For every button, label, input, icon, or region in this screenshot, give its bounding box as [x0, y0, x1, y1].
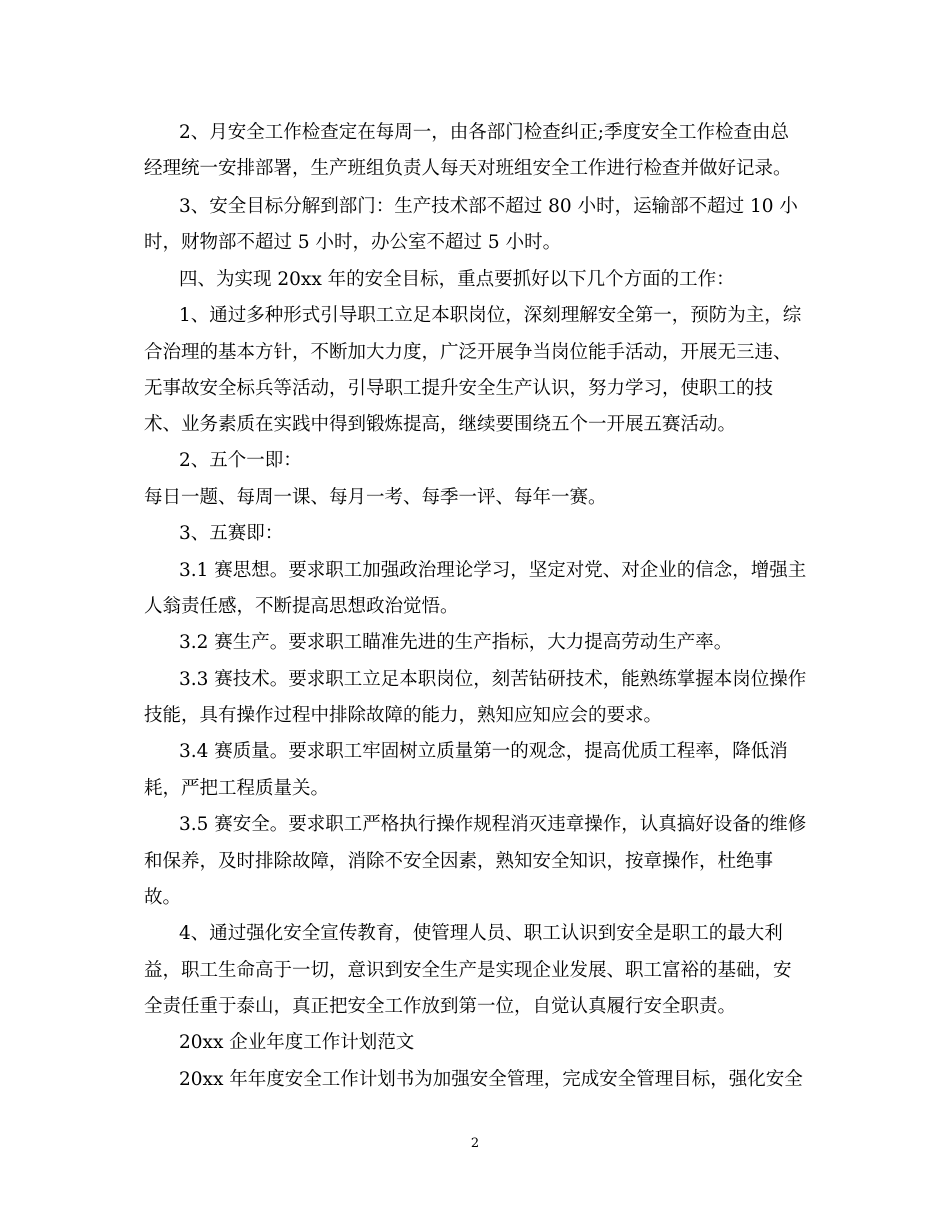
text-line: 2、五个一即：: [179, 450, 302, 471]
text-line: 3.5 赛安全。要求职工严格执行操作规程消灭违章操作，认真搞好设备的维修: [179, 814, 807, 835]
text-line: 1、通过多种形式引导职工立足本职岗位，深刻理解安全第一，预防为主，综: [179, 305, 802, 326]
page-number: 2: [470, 1136, 480, 1151]
text-line: 和保养，及时排除故障，消除不安全因素，熟知安全知识，按章操作，杜绝事: [144, 851, 774, 872]
text-line: 20xx 年年度安全工作计划书为加强安全管理，完成安全管理目标，强化安全: [179, 1069, 803, 1090]
text-line: 每日一题、每周一课、每月一考、每季一评、每年一赛。: [144, 487, 607, 508]
text-line: 无事故安全标兵等活动，引导职工提升安全生产认识，努力学习，使职工的技: [144, 378, 774, 399]
text-line: 2、月安全工作检查定在每周一，由各部门检查纠正;季度安全工作检查由总: [179, 122, 790, 143]
text-line: 耗，严把工程质量关。: [144, 778, 330, 799]
text-line: 4、通过强化安全宣传教育，使管理人员、职工认识到安全是职工的最大利: [179, 923, 783, 944]
text-line: 术、业务素质在实践中得到锻炼提高，继续要围绕五个一开展五赛活动。: [144, 414, 737, 435]
text-line: 经理统一安排部署，生产班组负责人每天对班组安全工作进行检查并做好记录。: [144, 158, 792, 179]
text-line: 全责任重于泰山，真正把安全工作放到第一位，自觉认真履行安全职责。: [144, 996, 737, 1017]
text-line: 合治理的基本方针，不断加大力度，广泛开展争当岗位能手活动，开展无三违、: [144, 342, 792, 363]
text-line: 技能，具有操作过程中排除故障的能力，熟知应知应会的要求。: [144, 705, 663, 726]
text-line: 3.4 赛质量。要求职工牢固树立质量第一的观念，提高优质工程率，降低消: [179, 741, 788, 762]
text-line: 3、安全目标分解到部门：生产技术部不超过 80 小时，运输部不超过 10 小: [179, 196, 798, 217]
text-line: 3、五赛即：: [179, 523, 284, 544]
text-line: 3.3 赛技术。要求职工立足本职岗位，刻苦钻研技术，能熟练掌握本岗位操作: [179, 669, 807, 690]
text-line: 时，财物部不超过 5 小时，办公室不超过 5 小时。: [144, 232, 562, 253]
text-line: 益，职工生命高于一切，意识到安全生产是实现企业发展、职工富裕的基础，安: [144, 960, 792, 981]
text-line: 3.2 赛生产。要求职工瞄准先进的生产指标，大力提高劳动生产率。: [179, 632, 733, 653]
text-line: 人翁责任感，不断提高思想政治觉悟。: [144, 596, 459, 617]
text-line: 3.1 赛思想。要求职工加强政治理论学习，坚定对党、对企业的信念，增强主: [179, 560, 807, 581]
text-line: 20xx 企业年度工作计划范文: [179, 1032, 415, 1053]
text-line: 故。: [144, 887, 182, 908]
text-line: 四、为实现 20xx 年的安全目标，重点要抓好以下几个方面的工作：: [179, 269, 735, 290]
